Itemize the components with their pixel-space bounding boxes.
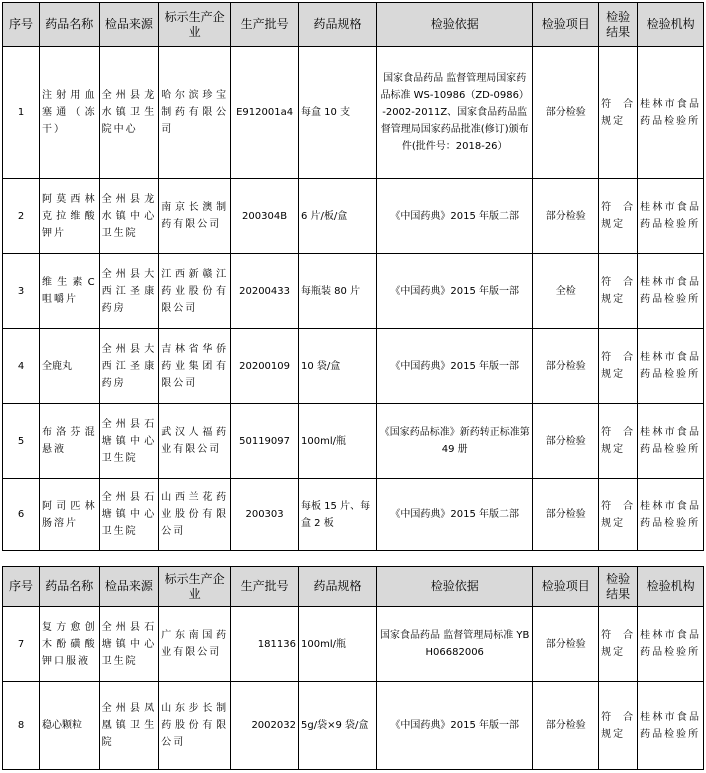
sample-source: 全州县龙水镇卫生院中心 [99, 47, 159, 179]
header-cell: 生产批号 [231, 567, 299, 607]
inspection-result: 符合规定 [599, 682, 638, 770]
sample-source: 全州县石塘镇中心卫生院 [99, 607, 159, 682]
drug-spec: 每板 15 片、每盒 2 板 [298, 479, 376, 551]
table-row [3, 329, 704, 404]
header-cell: 标示生产企业 [159, 567, 231, 607]
inspection-item: 部分检验 [533, 404, 599, 479]
inspection-result: 符合规定 [599, 607, 638, 682]
row-number: 7 [3, 607, 40, 682]
inspection-item: 全检 [533, 254, 599, 329]
table-row [3, 47, 704, 179]
batch-number: 20200109 [231, 329, 299, 404]
header-cell: 检品来源 [99, 3, 159, 47]
drug-name: 阿莫西林克拉维酸钾片 [40, 179, 100, 254]
batch-number: 181136 [231, 607, 299, 682]
inspection-item: 部分检验 [533, 479, 599, 551]
header-cell: 药品规格 [298, 567, 376, 607]
batch-number: 200304B [231, 179, 299, 254]
inspection-org: 桂林市食品药品检验所 [638, 682, 704, 770]
inspection-basis: 《国家药品标准》新药转正标准第 49 册 [377, 404, 533, 479]
header-cell: 标示生产企业 [159, 3, 231, 47]
manufacturer: 南京长澳制药有限公司 [159, 179, 231, 254]
drug-name: 全鹿丸 [40, 329, 100, 404]
inspection-item: 部分检验 [533, 179, 599, 254]
drug-name: 维生素C咀嚼片 [40, 254, 100, 329]
inspection-result: 符合规定 [599, 329, 638, 404]
manufacturer: 武汉人福药业有限公司 [159, 404, 231, 479]
inspection-result: 符合规定 [599, 179, 638, 254]
inspection-basis: 《中国药典》2015 年版一部 [377, 329, 533, 404]
row-number: 8 [3, 682, 40, 770]
batch-number: E912001a4 [231, 47, 299, 179]
table-row [3, 254, 704, 329]
inspection-result: 符合规定 [599, 479, 638, 551]
header-cell: 序号 [3, 3, 40, 47]
header-cell: 检验项目 [533, 3, 599, 47]
batch-number: 20200433 [231, 254, 299, 329]
inspection-item: 部分检验 [533, 607, 599, 682]
header-cell: 生产批号 [231, 3, 299, 47]
header-row [3, 567, 704, 607]
header-cell: 检验结果 [599, 567, 638, 607]
drug-name: 复方愈创木酚磺酸钾口服液 [40, 607, 100, 682]
manufacturer: 山东步长制药股份有限公司 [159, 682, 231, 770]
row-number: 1 [3, 47, 40, 179]
row-number: 2 [3, 179, 40, 254]
inspection-basis: 《中国药典》2015 年版二部 [377, 179, 533, 254]
table-row [3, 682, 704, 770]
inspection-basis: 《中国药典》2015 年版二部 [377, 479, 533, 551]
drug-spec: 每瓶装 80 片 [298, 254, 376, 329]
table-row [3, 607, 704, 682]
inspection-org: 桂林市食品药品检验所 [638, 479, 704, 551]
manufacturer: 吉林省华侨药业集团有限公司 [159, 329, 231, 404]
header-cell: 药品规格 [298, 3, 376, 47]
inspection-org: 桂林市食品药品检验所 [638, 179, 704, 254]
header-cell: 药品名称 [40, 567, 100, 607]
inspection-org: 桂林市食品药品检验所 [638, 607, 704, 682]
manufacturer: 江西新赣江药业股份有限公司 [159, 254, 231, 329]
header-cell: 检验依据 [377, 567, 533, 607]
header-cell: 序号 [3, 567, 40, 607]
header-cell: 检验结果 [599, 3, 638, 47]
row-number: 3 [3, 254, 40, 329]
inspection-basis: 国家食品药品 监督管理局国家药品标准 WS-10986（ZD-0986）-2002-2011Z、国家食品药品监督管理局国家药品批准(修订)颁布件(批件号：2018-26） [377, 47, 533, 179]
inspection-item: 部分检验 [533, 47, 599, 179]
inspection-basis: 国家食品药品 监督管理局标准 YBH06682006 [377, 607, 533, 682]
header-cell: 药品名称 [40, 3, 100, 47]
header-cell: 检品来源 [99, 567, 159, 607]
inspection-org: 桂林市食品药品检验所 [638, 404, 704, 479]
drug-spec: 每盒 10 支 [298, 47, 376, 179]
inspection-org: 桂林市食品药品检验所 [638, 254, 704, 329]
sample-source: 全州县大西江圣康药房 [99, 254, 159, 329]
inspection-org: 桂林市食品药品检验所 [638, 47, 704, 179]
row-number: 4 [3, 329, 40, 404]
drug-spec: 100ml/瓶 [298, 607, 376, 682]
manufacturer: 山西兰花药业股份有限公司 [159, 479, 231, 551]
drug-name: 注射用血塞通（冻干） [40, 47, 100, 179]
sample-source: 全州县龙水镇中心卫生院 [99, 179, 159, 254]
sample-source: 全州县凤凰镇卫生院 [99, 682, 159, 770]
sample-source: 全州县石塘镇中心卫生院 [99, 404, 159, 479]
inspection-org: 桂林市食品药品检验所 [638, 329, 704, 404]
header-row [3, 3, 704, 47]
drug-spec: 10 袋/盒 [298, 329, 376, 404]
inspection-result: 符合规定 [599, 404, 638, 479]
batch-number: 200303 [231, 479, 299, 551]
sample-source: 全州县大西江圣康药房 [99, 329, 159, 404]
manufacturer: 哈尔滨珍宝制药有限公司 [159, 47, 231, 179]
inspection-result: 符合规定 [599, 47, 638, 179]
drug-spec: 100ml/瓶 [298, 404, 376, 479]
manufacturer: 广东南国药业有限公司 [159, 607, 231, 682]
drug-name: 阿司匹林肠溶片 [40, 479, 100, 551]
row-number: 5 [3, 404, 40, 479]
inspection-basis: 《中国药典》2015 年版一部 [377, 682, 533, 770]
header-cell: 检验依据 [377, 3, 533, 47]
inspection-result: 符合规定 [599, 254, 638, 329]
batch-number: 50119097 [231, 404, 299, 479]
sample-source: 全州县石塘镇中心卫生院 [99, 479, 159, 551]
row-number: 6 [3, 479, 40, 551]
batch-number: 2002032 [231, 682, 299, 770]
drug-spec: 6 片/板/盒 [298, 179, 376, 254]
header-cell: 检验机构 [638, 3, 704, 47]
drug-spec: 5g/袋×9 袋/盒 [298, 682, 376, 770]
inspection-basis: 《中国药典》2015 年版一部 [377, 254, 533, 329]
header-cell: 检验项目 [533, 567, 599, 607]
table-row [3, 179, 704, 254]
inspection-item: 部分检验 [533, 682, 599, 770]
table-row [3, 404, 704, 479]
drug-name: 稳心颗粒 [40, 682, 100, 770]
drug-name: 布洛芬混悬液 [40, 404, 100, 479]
table-row [3, 479, 704, 551]
inspection-table-1 [2, 2, 704, 551]
header-cell: 检验机构 [638, 567, 704, 607]
inspection-table-2 [2, 566, 704, 770]
inspection-item: 部分检验 [533, 329, 599, 404]
